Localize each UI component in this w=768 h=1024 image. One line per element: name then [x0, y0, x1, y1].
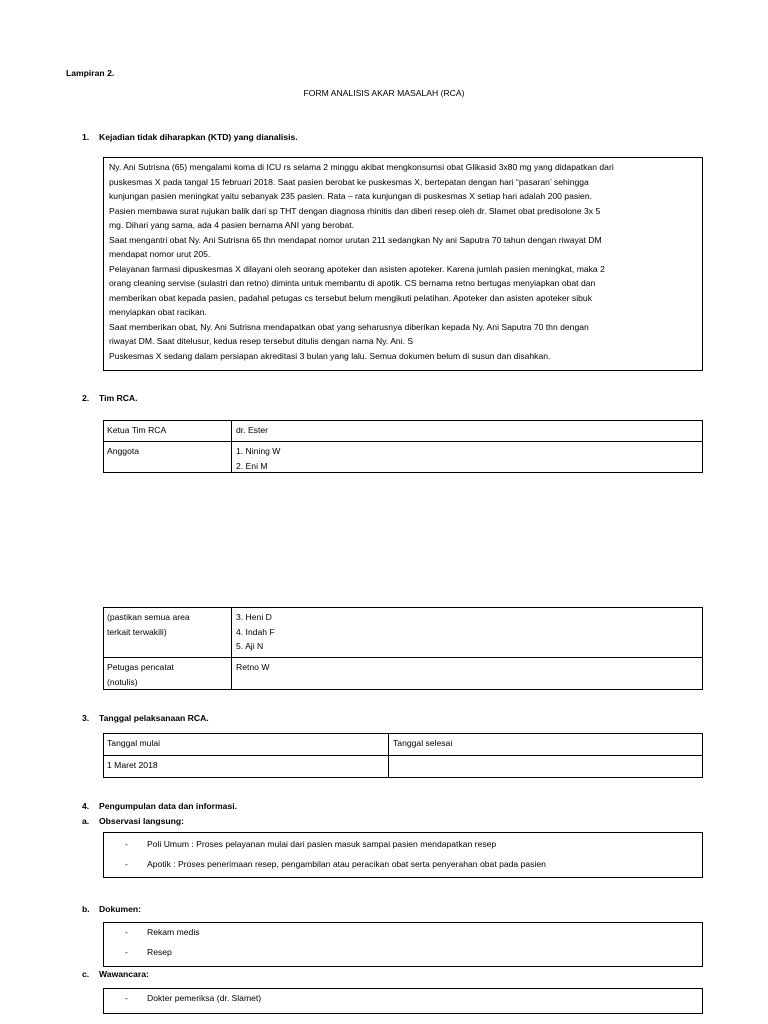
section4b-heading: Dokumen:	[99, 904, 142, 914]
ktd-line: Saat memberikan obat, Ny. Ani Sutrisna mendapatkan obat yang seharusnya diberikan kepada Ny. Ani Saputra 70 thn dengan	[109, 321, 589, 332]
dokumen-box	[103, 922, 703, 967]
tim-rca-table-continued	[103, 607, 703, 690]
anggota-4: 4. Indah F	[236, 626, 275, 637]
section1-number: 1.	[82, 132, 90, 142]
section2-number: 2.	[82, 393, 90, 403]
anggota-1: 1. Nining W	[236, 446, 281, 456]
dokumen-item	[125, 925, 702, 945]
tanggal-mulai-value: 1 Maret 2018	[107, 760, 158, 770]
section4c-letter: c.	[82, 969, 90, 979]
form-title: FORM ANALISIS AKAR MASALAH (RCA)	[303, 88, 465, 98]
ktd-line: menyiapkan obat racikan.	[109, 307, 207, 317]
notulis-value: Retno W	[236, 662, 270, 672]
ketua-label: Ketua Tim RCA	[107, 425, 167, 435]
dash: -	[125, 993, 128, 1003]
wawancara-item-text: Dokter pemeriksa (dr. Slamet)	[147, 993, 262, 1003]
observasi-box	[103, 832, 703, 878]
dash: -	[125, 859, 128, 869]
ktd-line: Pelayanan farmasi dipuskesmas X dilayani oleh seorang apoteker dan asisten apoteker. Karena jumlah pasien meningkat, maka 2	[109, 263, 605, 274]
ktd-line: Puskesmas X sedang dalam persiapan akreditasi 3 bulan yang lalu. Semua dokumen belum di susun dan disahkan.	[109, 350, 551, 361]
anggota-5: 5. Aji N	[236, 641, 264, 651]
pastikan-label-line2: terkait terwakili)	[107, 626, 167, 637]
notulis-label	[103, 657, 174, 689]
dokumen-item-text: Rekam medis	[147, 927, 200, 937]
ktd-line: riwayat DM. Saat ditelusur, kedua resep tersebut ditulis dengan nama Ny. Ani. S	[109, 336, 414, 346]
ktd-line: orang cleaning servise (sulastri dan retno) diminta untuk membantu di apotik. CS bernama retno bertugas menyiapkan obat dan	[109, 278, 596, 288]
section1-heading: Kejadian tidak diharapkan (KTD) yang dianalisis.	[99, 132, 298, 142]
notulis-label-line1: Petugas pencatat	[107, 662, 174, 672]
observasi-item	[125, 837, 702, 857]
wawancara-item	[125, 991, 702, 1011]
section4a-letter: a.	[82, 816, 90, 826]
section4-number: 4.	[82, 801, 90, 811]
observasi-item-text: Apotik : Proses penerimaan resep, pengambilan atau peracikan obat serta penyerahan obat pada pasien	[147, 859, 546, 869]
ktd-line: Ny. Ani Sutrisna (65) mengalami koma di ICU rs selama 2 minggu akibat mengkonsumsi obat Glikasid 3x80 mg yang didapatkan dari	[109, 162, 614, 172]
anggota-3: 3. Heni D	[236, 612, 272, 622]
tim-rca-table	[103, 420, 703, 473]
anggota-label: Anggota	[107, 446, 140, 456]
ktd-description	[109, 160, 702, 363]
lampiran-label: Lampiran 2.	[66, 68, 115, 78]
observasi-item-text: Poli Umum : Proses pelayanan mulai dari pasien masuk sampai pasien mendapatkan resep	[147, 839, 497, 849]
ktd-line: memberikan obat kepada pasien, padahal petugas cs tersebut belum mengikuti pelatihan. Apoteker dan asisten apoteker sibuk	[109, 292, 592, 303]
section4c-heading: Wawancara:	[99, 969, 149, 979]
dokumen-item	[125, 945, 702, 965]
ktd-line: Saat mengantri obat Ny. Ani Sutrisna 65 thn mendapat nomor urutan 211 sedangkan Ny ani Saputra 70 tahun dengan riwayat DM	[109, 234, 602, 245]
notulis-label-line2: (notulis)	[107, 676, 138, 687]
pastikan-label-line1: (pastikan semua area	[107, 612, 190, 622]
tanggal-selesai-value	[389, 755, 393, 758]
ktd-line: Pasien membawa surat rujukan balik dari sp THT dengan diagnosa rhinitis dan diberi resep oleh dr. Slamet obat predisolone 3x 5	[109, 205, 601, 216]
section3-heading: Tanggal pelaksanaan RCA.	[99, 713, 209, 723]
section2-heading: Tim RCA.	[99, 393, 138, 403]
observasi-item	[125, 857, 702, 877]
tanggal-mulai-header: Tanggal mulai	[107, 738, 161, 748]
ktd-line: mendapat nomor urut 205.	[109, 249, 211, 259]
tanggal-selesai-header: Tanggal selesai	[393, 738, 453, 748]
ktd-line: kunjungan pasien meningkat yaitu sebanyak 235 pasien. Rata – rata kunjungan di puskesmas X setiap hari adalah 200 pasien.	[109, 191, 593, 201]
ktd-line: puskesmas X pada tangal 15 februari 2018. Saat pasien berobat ke puskesmas X, bertepatan dengan hari “pasaran’ sehingga	[109, 176, 589, 187]
pastikan-label	[103, 607, 190, 639]
ktd-description-box	[103, 157, 703, 371]
anggota-2: 2. Eni M	[236, 460, 268, 471]
section4a-heading: Observasi langsung:	[99, 816, 185, 826]
section4b-letter: b.	[82, 904, 90, 914]
dash: -	[125, 839, 128, 849]
dash: -	[125, 947, 128, 957]
section4-heading: Pengumpulan data dan informasi.	[99, 801, 237, 811]
pastikan-values	[232, 607, 275, 654]
ketua-value: dr. Ester	[236, 425, 268, 435]
section3-number: 3.	[82, 713, 90, 723]
dash: -	[125, 927, 128, 937]
wawancara-box	[103, 988, 703, 1014]
anggota-values	[232, 441, 280, 473]
ktd-line: mg. Dihari yang sama, ada 4 pasien bernama ANI yang berobat.	[109, 220, 355, 230]
dokumen-item-text: Resep	[147, 947, 172, 957]
